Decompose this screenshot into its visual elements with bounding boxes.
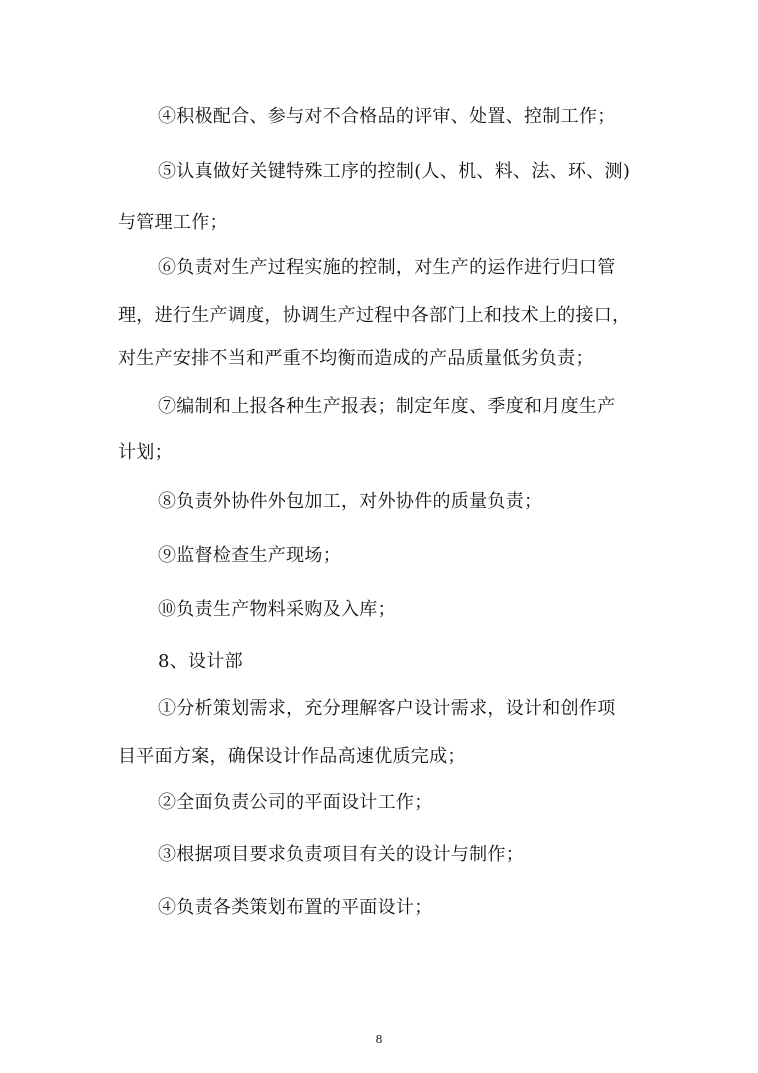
design-item-2: ②全面负责公司的平面设计工作； (158, 792, 433, 813)
list-item-8-outsourcing: ⑧负责外协件外包加工，对外协件的质量负责； (158, 491, 543, 512)
design-item-3: ③根据项目要求负责项目有关的设计与制作； (158, 844, 524, 865)
section-heading-design-dept: 8、设计部 (158, 651, 243, 672)
page-number: 8 (375, 1033, 383, 1046)
list-item-7-reports: ⑦编制和上报各种生产报表；制定年度、季度和月度生产 (158, 396, 616, 417)
design-item-4: ④负责各类策划布置的平面设计； (158, 897, 433, 918)
list-item-9-site-supervision: ⑨监督检查生产现场； (158, 545, 341, 566)
list-item-5-continued: 与管理工作； (118, 212, 228, 233)
list-item-7-continued: 计划； (118, 442, 173, 463)
list-item-6-continued-2: 对生产安排不当和严重不均衡而造成的产品质量低劣负责； (118, 348, 594, 369)
list-item-6-continued-1: 理，进行生产调度，协调生产过程中各部门上和技术上的接口， (118, 305, 631, 326)
list-item-4-quality-review: ④积极配合、参与对不合格品的评审、处置、控制工作； (158, 106, 616, 127)
list-item-5-special-process: ⑤认真做好关键特殊工序的控制(人、机、料、法、环、测) (158, 161, 631, 182)
design-item-1-continued: 目平面方案，确保设计作品高速优质完成； (118, 746, 466, 767)
design-item-1: ①分析策划需求，充分理解客户设计需求，设计和创作项 (158, 698, 616, 719)
list-item-10-procurement: ⑩负责生产物料采购及入库； (158, 599, 396, 620)
list-item-6-production-control: ⑥负责对生产过程实施的控制，对生产的运作进行归口管 (158, 257, 616, 278)
